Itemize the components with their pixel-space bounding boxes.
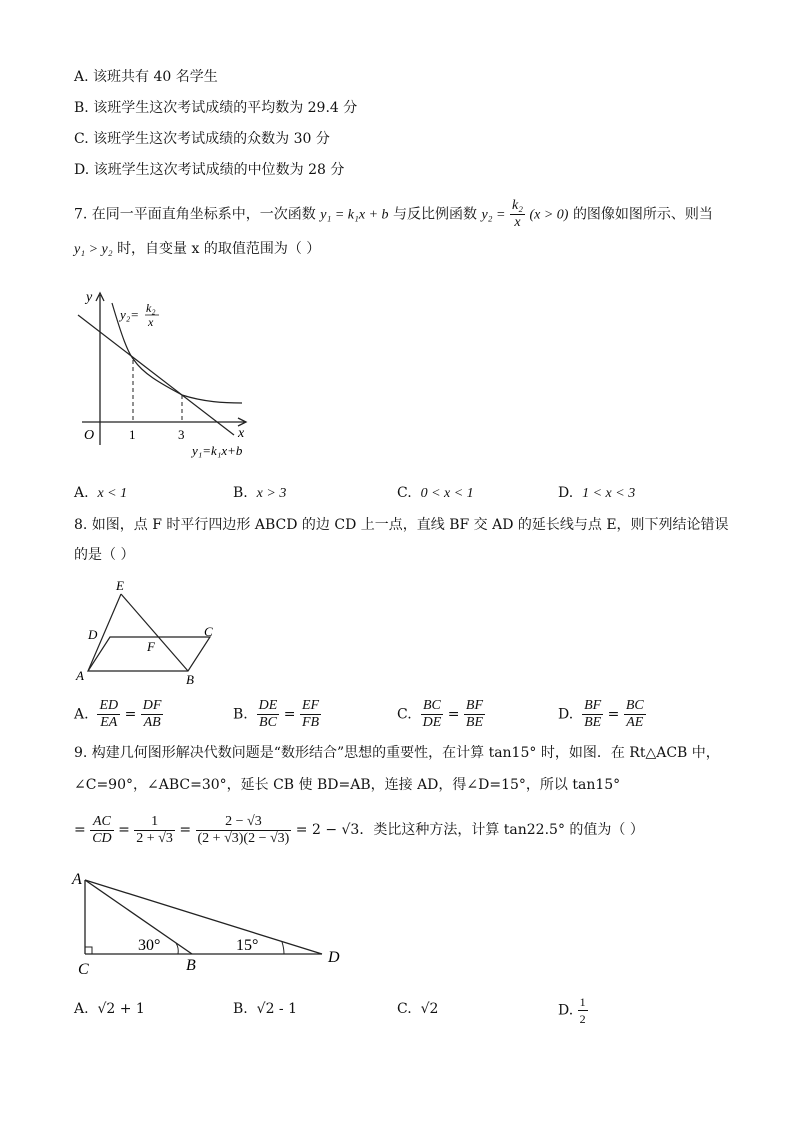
q6-option-c: C. 该班学生这次考试成绩的众数为 30 分 (74, 131, 330, 147)
q8-stem-line1: 8. 如图，点 F 时平行四边形 ABCD 的边 CD 上一点，直线 BF 交 AD 的延长线与点 E，则下列结论错误 (74, 517, 729, 533)
q8-option-b-label: B. (233, 706, 248, 723)
q8-a-equals: = (124, 706, 137, 723)
q9-eq-start: = (74, 822, 86, 838)
q7-line (78, 315, 234, 435)
q9-label-d: D (328, 949, 340, 966)
q8-stem-line2: 的是（ ） (74, 547, 135, 563)
q9-stem-line2: ∠C=90°，∠ABC=30°，延长 CB 使 BD=AB，连接 AD，得∠D=15°，所以 tan15° (74, 777, 621, 793)
q8-b-num2: EF (301, 698, 320, 713)
q8-c-den1: DE (422, 715, 442, 730)
q7-figure (74, 285, 284, 469)
q9-option-b-label: B. (233, 1001, 248, 1017)
q9-eq-end: = 2 − √3 (295, 822, 360, 838)
q7-domain: (x > 0) (529, 207, 569, 223)
q7-option-d (558, 484, 635, 503)
q7-label-o: O (84, 428, 95, 443)
q8-option-c (397, 698, 485, 731)
q8-d-den1: BE (584, 715, 602, 730)
q9-line3-tail: ．类比这种方法，计算 tan22.5° 的值为（ ） (359, 822, 644, 838)
q7-inverse-frac (510, 198, 525, 231)
q8-line-eb (121, 594, 188, 671)
q7-tick-1: 1 (129, 427, 136, 442)
q7-stem-line2 (74, 240, 320, 259)
q7-inverse-den: x (514, 215, 521, 230)
q7-label-inverse-num: k₂ (146, 301, 156, 315)
q9-stem-line3: = $\frac{AC}{CD}$ = $\frac{1}{2 + √3}$ = $\frac{2 - √3}{(2 + √3)(2 - √3)}$ = 2 − √3．类比这种方法，计算 tan22.5° 的值为（ ） (74, 813, 644, 846)
q8-d-num1: BF (584, 698, 602, 713)
q9-option-c-label: C. (397, 1001, 412, 1017)
q7-label-x: x (238, 426, 245, 441)
q7-option-a-label: A. (74, 485, 89, 501)
q9-figure (70, 868, 360, 984)
q7-stem (74, 198, 713, 231)
q8-option-b (233, 698, 321, 731)
q8-figure (74, 576, 224, 692)
q7-inverse-num: k₂ (511, 198, 524, 213)
q8-label-f: F (147, 639, 155, 654)
q8-d-num2: BC (625, 698, 644, 713)
q7-label-inverse-den: x (148, 315, 154, 329)
q7-stem-suffix: 的图像如图所示、则当 (572, 206, 713, 223)
q9-option-a-label: A. (74, 1001, 89, 1017)
q9-option-a (74, 1000, 145, 1018)
q6-option-b: B. 该班学生这次考试成绩的平均数为 29.4 分 (74, 100, 358, 116)
q8-d-equals: = (607, 706, 620, 723)
q7-option-d-value: 1 < x < 3 (582, 486, 636, 501)
q9-option-b (233, 1000, 297, 1018)
q9-option-d-den: 2 (579, 1012, 586, 1026)
q8-b-den2: FB (301, 715, 320, 730)
q9-option-d-num: 1 (579, 995, 586, 1009)
q7-line2-text: 时，自变量 x 的取值范围为（ ） (117, 241, 321, 257)
q8-a-den1: EA (100, 715, 118, 730)
q8-option-a (74, 698, 163, 731)
q8-label-a: A (76, 668, 84, 683)
q7-stem-prefix: 7. 在同一平面直角坐标系中，一次函数 (74, 206, 316, 223)
q6-option-a: A. 该班共有 40 名学生 (74, 69, 218, 85)
q7-label-inverse-lhs: y₂= (120, 307, 140, 322)
q8-label-d: D (88, 627, 98, 642)
q9-option-a-value: √2 + 1 (97, 1001, 145, 1017)
q9-label-b: B (186, 957, 196, 974)
q6-option-d: D. 该班学生这次考试成绩的中位数为 28 分 (74, 162, 345, 178)
q9-f3-den: (2 + √3)(2 − √3) (197, 830, 290, 846)
q7-option-b-value: x > 3 (256, 486, 287, 501)
q7-linear: y₁ = k₁x + b (320, 207, 389, 223)
q9-option-c (397, 1000, 438, 1018)
q8-label-c: C (204, 624, 213, 639)
q9-label-c: C (78, 961, 89, 978)
q8-option-d (558, 698, 646, 731)
q9-option-b-value: √2 - 1 (256, 1001, 298, 1017)
q7-option-a-value: x < 1 (97, 486, 128, 501)
q9-label-angle30: 30° (138, 937, 161, 954)
q8-b-den1: BC (259, 715, 277, 730)
q8-c-den2: BE (465, 715, 483, 730)
q9-f2-den: 2 + √3 (136, 830, 173, 846)
q9-label-a: A (72, 871, 82, 888)
q8-d-den2: AE (626, 715, 644, 730)
q9-f3-num: 2 − √3 (196, 814, 292, 831)
q9-f2-num: 1 (134, 814, 175, 831)
q7-option-b-label: B. (233, 485, 248, 501)
q7-inverse-lhs: y₂ = (481, 207, 506, 223)
q8-c-equals: = (447, 706, 460, 723)
q9-line-ad (85, 880, 322, 954)
q7-option-b (233, 484, 286, 503)
q9-stem-line1: 9. 构建几何图形解决代数问题是“数形结合”思想的重要性，在计算 tan15° 时，如图．在 Rt△ACB 中， (74, 745, 720, 761)
q8-a-num1: ED (99, 698, 119, 713)
q9-arc-15 (282, 942, 284, 954)
q7-condition: y₁ > y₂ (74, 242, 113, 257)
q7-label-linear: y₁=k₁x+b (192, 443, 243, 458)
q7-label-y: y (86, 290, 93, 305)
q7-tick-3: 3 (178, 427, 185, 442)
q8-b-equals: = (283, 706, 296, 723)
q7-mid: 与反比例函数 (393, 206, 477, 223)
q8-a-num2: DF (142, 698, 162, 713)
q8-option-d-label: D. (558, 706, 574, 723)
q8-c-num2: BF (465, 698, 483, 713)
q8-label-b: B (186, 672, 194, 687)
q8-option-c-label: C. (397, 706, 412, 723)
q7-option-c-label: C. (397, 485, 412, 501)
q7-option-a (74, 484, 127, 503)
q7-option-c-value: 0 < x < 1 (420, 486, 474, 501)
q8-a-den2: AB (143, 715, 161, 730)
q8-b-num1: DE (258, 698, 278, 713)
q9-f1-den: CD (92, 830, 112, 846)
q9-option-d-label: D. (558, 1002, 574, 1019)
q9-label-angle15: 15° (236, 937, 259, 954)
q9-f1-num: AC (90, 814, 113, 831)
q7-option-c (397, 484, 474, 503)
q7-option-d-label: D. (558, 485, 574, 501)
q8-option-a-label: A. (74, 706, 89, 723)
q9-option-d (558, 994, 588, 1027)
q9-right-angle (85, 947, 92, 954)
q8-label-e: E (116, 578, 124, 593)
q9-option-c-value: √2 (420, 1001, 439, 1017)
q8-c-num1: BC (421, 698, 444, 715)
